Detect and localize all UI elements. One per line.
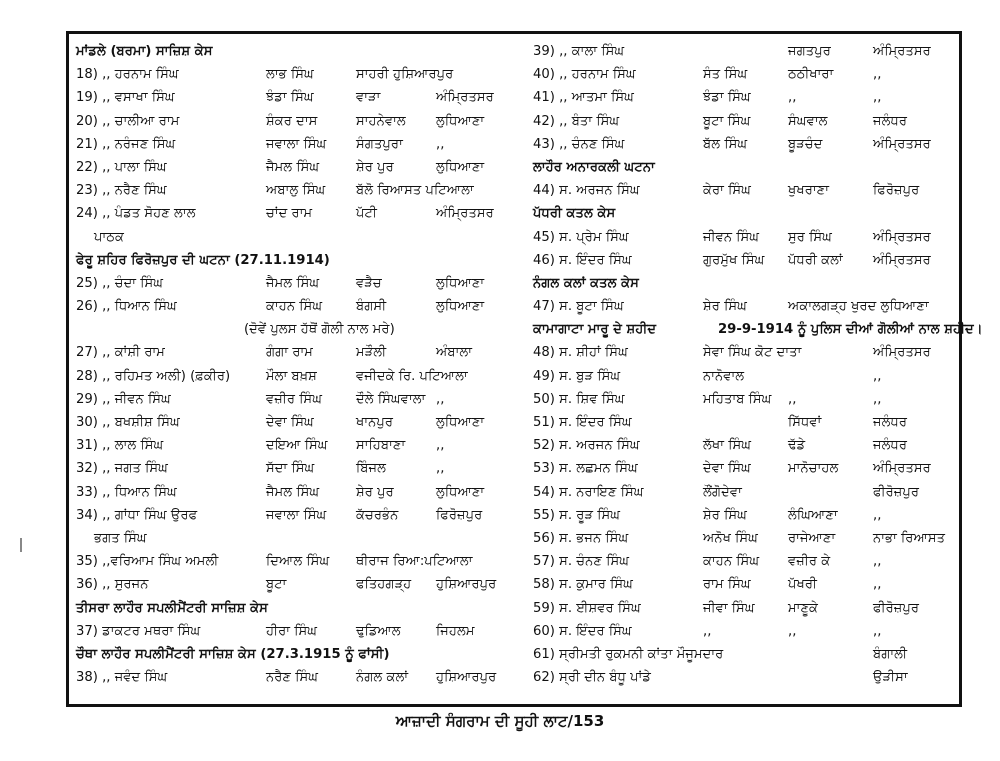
entry-cell: ਮੜੌਲੀ <box>356 345 387 361</box>
entry-cell: 34) ,, ਗਾਂਧਾ ਸਿੰਘ ਉਰਫ <box>76 507 198 523</box>
entry-cell: ਸਿੱਧਵਾਂ <box>788 415 822 430</box>
entry-cell: ਪੱਧਰੀ ਕਲਾਂ <box>788 252 843 268</box>
entry-cell: ਉੜੀਸਾ <box>873 670 908 686</box>
entry-row <box>533 249 958 272</box>
entry-row <box>76 620 528 643</box>
entry-cell: 58) ਸ. ਕੁਮਾਰ ਸਿੰਘ <box>533 577 633 593</box>
entry-cell: 55) ਸ. ਰੂੜ ਸਿੰਘ <box>533 507 621 523</box>
entry-row <box>76 226 528 249</box>
entry-cell: ਅਕਾਲਗੜ੍ਹ ਖੁਰਦ ਲੁਧਿਆਣਾ <box>788 299 929 315</box>
entry-cell: ਫਿਰੋਜ਼ਪੁਰ <box>873 183 920 199</box>
entry-cell: 50) ਸ. ਸ਼ਿਵ ਸਿੰਘ <box>533 391 625 407</box>
entry-cell: ,, <box>788 90 797 106</box>
entry-cell: ਜਲੰਧਰ <box>873 113 908 129</box>
entry-cell: ਫਤਿਹਗੜ੍ਹ <box>356 577 412 593</box>
entry-row <box>533 365 958 388</box>
entry-cell: ਅਨੋਖ ਸਿੰਘ <box>703 530 758 546</box>
entry-cell: ਬੰਗਾਲੀ <box>873 646 908 662</box>
entry-row <box>533 295 958 318</box>
entry-cell: ਕਾਹਨ ਸਿੰਘ <box>703 554 760 570</box>
entry-row <box>533 643 958 666</box>
entry-cell: 42) ,, ਬੰਤਾ ਸਿੰਘ <box>533 113 620 129</box>
entry-cell: 30) ,, ਬਖਸ਼ੀਸ਼ ਸਿੰਘ <box>76 415 180 430</box>
left-column <box>76 40 528 689</box>
entry-row <box>533 504 958 527</box>
entry-row <box>533 411 958 434</box>
entry-cell: ਜੀਵਨ ਸਿੰਘ <box>703 229 760 245</box>
entry-row <box>533 86 958 109</box>
entry-cell: ਮਾਨੋਚਾਹਲ <box>788 461 839 477</box>
entry-cell: ਗੰਗਾ ਰਾਮ <box>266 345 313 361</box>
entry-cell: ਅੰਮ੍ਰਿਤਸਰ <box>873 461 931 477</box>
entry-cell: ਦੇਵਾ ਸਿੰਘ <box>266 415 314 430</box>
entry-row <box>533 341 958 364</box>
entry-cell: ਲੌਂਗੋਦੇਵਾ <box>703 484 742 500</box>
entry-row <box>76 388 528 411</box>
entry-cell: 18) ,, ਹਰਨਾਮ ਸਿੰਘ <box>76 67 179 83</box>
entry-cell: ਬੂਟਾ ਸਿੰਘ <box>703 113 751 129</box>
entry-cell: ਨਾਭਾ ਰਿਆਸਤ <box>873 530 946 546</box>
entry-cell: 51) ਸ. ਇੰਦਰ ਸਿੰਘ <box>533 415 632 430</box>
entry-cell: ਨੰਗਲ ਕਲਾਂ <box>356 670 409 686</box>
entry-cell: ਲਾਭ ਸਿੰਘ <box>266 67 314 83</box>
entry-cell: ਸਾਹਰੀ ਹੁਸ਼ਿਆਰਪੁਰ <box>356 67 454 83</box>
entry-cell: 35) ,,ਵਰਿਆਮ ਸਿੰਘ ਅਮਲੀ <box>76 554 219 570</box>
entry-cell: ਲੁਧਿਆਣਾ <box>436 275 485 291</box>
entry-cell: ਅੰਮ੍ਰਿਤਸਰ <box>873 345 931 361</box>
entry-row <box>76 40 528 63</box>
entry-row <box>76 573 528 596</box>
entry-row <box>76 597 528 620</box>
entry-cell: ਜਲੰਧਰ <box>873 415 908 430</box>
entry-cell: ,, <box>703 623 712 639</box>
entry-cell: 61) ਸ੍ਰੀਮਤੀ ਰੁਕਮਨੀ ਕਾਂਤਾ ਮੌਜੂਮਦਾਰ <box>533 646 724 662</box>
entry-cell: 54) ਸ. ਨਰਾਇਣ ਸਿੰਘ <box>533 484 644 500</box>
section-heading: ਪੱਧਰੀ ਕਤਲ ਕੇਸ <box>533 206 616 222</box>
entry-cell: 22) ,, ਪਾਲਾ ਸਿੰਘ <box>76 159 167 175</box>
entry-cell: ਜੀਵਾ ਸਿੰਘ <box>703 600 755 616</box>
section-heading: ਕਾਮਾਗਾਟਾ ਮਾਰੂ ਦੇ ਸ਼ਹੀਦ <box>533 322 657 338</box>
entry-cell: 25) ,, ਚੰਦਾ ਸਿੰਘ <box>76 275 164 291</box>
section-heading: ਚੌਥਾ ਲਾਹੌਰ ਸਪਲੀਮੈਂਟਰੀ ਸਾਜ਼ਿਸ਼ ਕੇਸ (27.3.1915 ਨੂੰ ਫਾਂਸੀ) <box>76 646 390 662</box>
entry-cell: ਬੱਲੋ ਰਿਆਸਤ ਪਟਿਆਲਾ <box>356 183 474 199</box>
entry-cell: ਸੁਰ ਸਿੰਘ <box>788 229 832 245</box>
entry-cell: ਲੁਧਿਆਣਾ <box>436 113 485 129</box>
entry-cell: ਢੁਡਿਆਲ <box>356 623 401 639</box>
entry-row <box>76 643 528 666</box>
entry-row <box>533 457 958 480</box>
entry-cell: ,, <box>788 623 797 639</box>
entry-row <box>533 63 958 86</box>
entry-cell: ਦਿਆਲ ਸਿੰਘ <box>266 554 330 570</box>
entry-cell: ਵਜ਼ੀਰ ਸਿੰਘ <box>266 391 323 407</box>
entry-cell: ਲੁਧਿਆਣਾ <box>436 299 485 315</box>
entry-cell: ਦਇਆ ਸਿੰਘ <box>266 438 328 454</box>
entry-row <box>76 295 528 318</box>
entry-cell: ਵਾੜਾ <box>356 90 381 106</box>
entry-cell: ਵੜੈਚ <box>356 275 382 291</box>
entry-cell: ਬੱਲ ਸਿੰਘ <box>703 136 748 152</box>
entry-cell: ਜਲੰਧਰ <box>873 438 908 454</box>
entry-cell: ਸੰਘਵਾਲ <box>788 113 828 129</box>
entry-cell: ਨਾਨੋਵਾਲ <box>703 368 745 384</box>
entry-cell: ,, <box>873 67 882 83</box>
entry-cell: ਠਠੀਖਾਰਾ <box>788 67 834 83</box>
entry-cell: ,, <box>873 623 882 639</box>
entry-row <box>76 365 528 388</box>
entry-cell: 62) ਸ੍ਰੀ ਦੀਨ ਬੰਧੂ ਪਾਂਡੇ <box>533 670 651 686</box>
entry-row <box>533 133 958 156</box>
entry-cell: ਲੁਧਿਆਣਾ <box>436 415 485 430</box>
entry-cell: 26) ,, ਧਿਆਨ ਸਿੰਘ <box>76 299 177 315</box>
entry-cell: 29) ,, ਜੀਵਨ ਸਿੰਘ <box>76 391 171 407</box>
entry-cell: 39) ,, ਕਾਲਾ ਸਿੰਘ <box>533 44 625 59</box>
entry-cell: ਸੱਦਾ ਸਿੰਘ <box>266 461 315 477</box>
entry-row <box>533 573 958 596</box>
entry-row <box>533 434 958 457</box>
entry-cell: ਜਿਹਲਮ <box>436 623 475 639</box>
entry-cell: ਅਬਾਲੁ ਸਿੰਘ <box>266 183 326 199</box>
entry-cell: ਅੰਮ੍ਰਿਤਸਰ <box>873 44 931 59</box>
entry-cell: 37) ਡਾਕਟਰ ਮਥਰਾ ਸਿੰਘ <box>76 623 201 639</box>
entry-cell: ਭਗਤ ਸਿੰਘ <box>94 530 147 546</box>
entry-cell: ਵਜ਼ੀਰ ਕੇ <box>788 554 831 570</box>
entry-cell: ,, <box>436 391 445 407</box>
entry-cell: ਹੁਸ਼ਿਆਰਪੁਰ <box>436 670 497 686</box>
entry-row <box>76 179 528 202</box>
entry-row <box>533 388 958 411</box>
entry-cell: ਫੀਰੋਜ਼ਪੁਰ <box>873 484 920 500</box>
entry-cell: ਸ਼ੇਰ ਸਿੰਘ <box>703 507 747 523</box>
section-heading: ਫੇਰੂ ਸ਼ਹਿਰ ਫਿਰੋਜ਼ਪੁਰ ਦੀ ਘਟਨਾ (27.11.1914) <box>76 252 330 268</box>
entry-cell: ,, <box>436 136 445 152</box>
entry-cell: 19) ,, ਵਸਾਖਾ ਸਿੰਘ <box>76 90 175 106</box>
section-heading: ਲਾਹੌਰ ਅਨਾਰਕਲੀ ਘਟਨਾ <box>533 159 655 175</box>
entry-cell: 33) ,, ਧਿਆਨ ਸਿੰਘ <box>76 484 177 500</box>
entry-cell: 59) ਸ. ਈਸ਼ਵਰ ਸਿੰਘ <box>533 600 641 616</box>
entry-cell: ਲੁਧਿਆਣਾ <box>436 484 485 500</box>
entry-row <box>533 318 983 341</box>
entry-row <box>76 86 528 109</box>
entry-cell: ਰਾਜੇਆਣਾ <box>788 530 836 546</box>
entry-cell: ਮਹਿਤਾਬ ਸਿੰਘ <box>703 391 772 407</box>
entry-cell: ਸ਼ੰਕਰ ਦਾਸ <box>266 113 318 129</box>
entry-cell: ਥੀਰਾਜ ਰਿਆ:ਪਟਿਆਲਾ <box>356 554 473 570</box>
entry-cell: 32) ,, ਜਗਤ ਸਿੰਘ <box>76 461 168 477</box>
page-footer: ਆਜ਼ਾਦੀ ਸੰਗਰਾਮ ਦੀ ਸੂਹੀ ਲਾਟ/153 <box>395 712 605 730</box>
entry-cell: 57) ਸ. ਚੰਨਣ ਸਿੰਘ <box>533 554 630 570</box>
entry-cell: ਸ਼ੇਰ ਪੁਰ <box>356 484 394 500</box>
entry-cell: ਲੱਖਾ ਸਿੰਘ <box>703 438 752 454</box>
entry-cell: ਬੂਟਾ <box>266 577 287 593</box>
entry-cell: ਕਾਹਨ ਸਿੰਘ <box>266 299 323 315</box>
entry-cell: 52) ਸ. ਅਰਜਨ ਸਿੰਘ <box>533 438 640 454</box>
entry-cell: ਜਵਾਲਾ ਸਿੰਘ <box>266 136 327 152</box>
entry-row <box>533 40 958 63</box>
entry-row <box>533 226 958 249</box>
entry-row <box>533 110 958 133</box>
entry-cell: 60) ਸ. ਇੰਦਰ ਸਿੰਘ <box>533 623 632 639</box>
right-column <box>533 40 983 689</box>
entry-cell: 43) ,, ਚੰਨਣ ਸਿੰਘ <box>533 136 625 152</box>
entry-row <box>76 550 528 573</box>
entry-row <box>76 341 528 364</box>
entry-row <box>76 666 528 689</box>
entry-cell: ਮਾਣੂਕੇ <box>788 600 819 616</box>
entry-row <box>533 550 958 573</box>
entry-cell: 45) ਸ. ਪ੍ਰੇਮ ਸਿੰਘ <box>533 229 629 245</box>
entry-cell: ਅੰਬਾਲਾ <box>436 345 473 361</box>
entry-cell: 49) ਸ. ਬੁੜ ਸਿੰਘ <box>533 368 621 384</box>
entry-cell: ਨਰੈਣ ਸਿੰਘ <box>266 670 319 686</box>
entry-cell: ,, <box>873 391 882 407</box>
entry-cell: ਸ਼ੇਰ ਸਿੰਘ <box>703 299 747 315</box>
entry-row <box>533 202 958 225</box>
section-heading: ਮਾਂਡਲੇ (ਬਰਮਾ) ਸਾਜ਼ਿਸ਼ ਕੇਸ <box>76 44 213 59</box>
entry-cell: ਸਾਹਿਬਾਣਾ <box>356 438 406 454</box>
entry-cell: ,, <box>873 90 882 106</box>
entry-cell: ਪੱਟੀ <box>356 206 377 222</box>
entry-cell: ਗੁਰਮੁੱਖ ਸਿੰਘ <box>703 252 765 268</box>
entry-cell: ਪਾਠਕ <box>94 229 124 245</box>
entry-cell: 40) ,, ਹਰਨਾਮ ਸਿੰਘ <box>533 67 636 83</box>
entry-cell: ਅੰਮ੍ਰਿਤਸਰ <box>873 252 931 268</box>
entry-cell: ਜੈਮਲ ਸਿੰਘ <box>266 159 320 175</box>
entry-row <box>76 434 528 457</box>
section-heading: ਤੀਸਰਾ ਲਾਹੌਰ ਸਪਲੀਮੈਂਟਰੀ ਸਾਜ਼ਿਸ਼ ਕੇਸ <box>76 600 268 616</box>
entry-row <box>533 481 958 504</box>
entry-cell: ਕੇਰਾ ਸਿੰਘ <box>703 183 751 199</box>
entry-cell: ਰਾਮ ਸਿੰਘ <box>703 577 751 593</box>
entry-row <box>533 272 958 295</box>
entry-cell: ਹੁਸ਼ਿਆਰਪੁਰ <box>436 577 497 593</box>
entry-row <box>533 597 958 620</box>
entry-cell: ਖਾਨਪੁਰ <box>356 415 394 430</box>
entry-cell: ਢੱਡੇ <box>788 438 806 454</box>
entry-cell: (ਦੋਵੇਂ ਪੁਲਸ ਹੱਥੋਂ ਗੋਲੀ ਨਾਲ ਮਰੇ) <box>244 322 395 338</box>
entry-row <box>76 63 528 86</box>
entry-row <box>533 527 958 550</box>
entry-row <box>76 272 528 295</box>
entry-row <box>533 666 958 689</box>
entry-row <box>76 504 528 527</box>
entry-row <box>76 411 528 434</box>
entry-cell: ਅੰਮ੍ਰਿਤਸਰ <box>873 229 931 245</box>
entry-row <box>533 620 958 643</box>
entry-cell: ਕੱਚਰਭੰਨ <box>356 507 399 523</box>
entry-row <box>76 527 528 550</box>
entry-cell: 53) ਸ. ਲਛਮਨ ਸਿੰਘ <box>533 461 638 477</box>
entry-cell: 36) ,, ਸੁਰਜਨ <box>76 577 149 593</box>
entry-cell: ਸੰਤ ਸਿੰਘ <box>703 67 748 83</box>
entry-row <box>76 318 528 341</box>
entry-cell: ਅੰਮ੍ਰਿਤਸਰ <box>873 136 931 152</box>
entry-cell: ਲੰਘਿਆਣਾ <box>788 507 838 523</box>
entry-cell: ਦੇਵਾ ਸਿੰਘ <box>703 461 751 477</box>
margin-mark <box>20 538 22 552</box>
entry-cell: ਵਜੀਦਕੇ ਰਿ. ਪਟਿਆਲਾ <box>356 368 468 384</box>
entry-cell: ਬੂੜਚੰਦ <box>788 136 823 152</box>
entry-cell: ,, <box>873 577 882 593</box>
section-heading: ਨੰਗਲ ਕਲਾਂ ਕਤਲ ਕੇਸ <box>533 275 639 291</box>
entry-row <box>76 110 528 133</box>
entry-cell: ,, <box>873 554 882 570</box>
entry-cell: 24) ,, ਪੰਡਤ ਸੋਹਣ ਲਾਲ <box>76 206 196 222</box>
entry-cell: ਮੌਲਾ ਬਖ਼ਸ਼ <box>266 368 317 384</box>
entry-cell: ਹੀਰਾ ਸਿੰਘ <box>266 623 318 639</box>
entry-row <box>533 179 958 202</box>
entry-cell: 23) ,, ਨਰੈਣ ਸਿੰਘ <box>76 183 167 199</box>
entry-cell: ,, <box>436 461 445 477</box>
entry-cell: 47) ਸ. ਬੂਟਾ ਸਿੰਘ <box>533 299 624 315</box>
entry-cell: ਝੰਡਾ ਸਿੰਘ <box>266 90 314 106</box>
entry-cell: ਜੈਮਲ ਸਿੰਘ <box>266 484 320 500</box>
entry-cell: ,, <box>873 507 882 523</box>
entry-cell: ਸਾਹਨੇਵਾਲ <box>356 113 406 129</box>
entry-cell: ਜਵਾਲਾ ਸਿੰਘ <box>266 507 327 523</box>
entry-cell: 28) ,, ਰਹਿਮਤ ਅਲੀ) (ਫ਼ਕੀਰ) <box>76 368 231 384</box>
entry-cell: ਬੰਗਸੀ <box>356 299 387 315</box>
entry-cell: 27) ,, ਕਾਂਸ਼ੀ ਰਾਮ <box>76 345 165 361</box>
entry-row <box>76 481 528 504</box>
entry-cell: ਖੁਖਰਾਣਾ <box>788 183 830 199</box>
entry-cell: ਬਿੰਜਲ <box>356 461 387 477</box>
entry-cell: ,, <box>788 391 797 407</box>
entry-row <box>76 202 528 225</box>
entry-row <box>76 156 528 179</box>
entry-cell: ,, <box>436 438 445 454</box>
entry-cell: ਜੈਮਲ ਸਿੰਘ <box>266 275 320 291</box>
entry-cell: 21) ,, ਨਰੰਜਣ ਸਿੰਘ <box>76 136 176 152</box>
entry-cell: ਅੰਮ੍ਰਿਤਸਰ <box>436 90 494 106</box>
entry-row <box>76 249 528 272</box>
entry-cell: ਸੰਗਤਪੁਰਾ <box>356 136 403 152</box>
entry-cell: 38) ,, ਜਵੰਦ ਸਿੰਘ <box>76 670 168 686</box>
entry-cell: 41) ,, ਆਤਮਾ ਸਿੰਘ <box>533 90 634 106</box>
entry-cell: ਚਾਂਦ ਰਾਮ <box>266 206 313 222</box>
entry-cell: ਜਗਤਪੁਰ <box>788 44 831 59</box>
entry-cell: ਫੀਰੋਜ਼ਪੁਰ <box>873 600 920 616</box>
entry-row <box>533 156 958 179</box>
entry-cell: ਅੰਮ੍ਰਿਤਸਰ <box>436 206 494 222</box>
entry-cell: 48) ਸ. ਸ਼ੀਹਾਂ ਸਿੰਘ <box>533 345 628 361</box>
entry-cell: ਦੌਲੇ ਸਿੰਘਵਾਲਾ <box>356 391 426 407</box>
entry-cell: ਝੰਡਾ ਸਿੰਘ <box>703 90 751 106</box>
entry-cell: 44) ਸ. ਅਰਜਨ ਸਿੰਘ <box>533 183 640 199</box>
entry-cell: 31) ,, ਲਾਲ ਸਿੰਘ <box>76 438 164 454</box>
entry-cell: 56) ਸ. ਭਜਨ ਸਿੰਘ <box>533 530 629 546</box>
entry-cell: ਫਿਰੋਜ਼ਪੁਰ <box>436 507 483 523</box>
entry-cell: 20) ,, ਚਾਲੀਆ ਰਾਮ <box>76 113 180 129</box>
entry-cell: ,, <box>873 368 882 384</box>
entry-cell: ਸੇਵਾ ਸਿੰਘ ਕੋਟ ਦਾਤਾ <box>703 345 802 361</box>
entry-row <box>76 457 528 480</box>
entry-cell: ਲੁਧਿਆਣਾ <box>436 159 485 175</box>
section-heading: 29-9-1914 ਨੂੰ ਪੁਲਿਸ ਦੀਆਂ ਗੋਲੀਆਂ ਨਾਲ ਸ਼ਹੀਦ। <box>718 322 983 338</box>
entry-cell: ਸ਼ੇਰ ਪੁਰ <box>356 159 394 175</box>
entry-cell: ਪੱਖਰੀ <box>788 577 818 593</box>
entry-cell: 46) ਸ. ਇੰਦਰ ਸਿੰਘ <box>533 252 632 268</box>
entry-row <box>76 133 528 156</box>
